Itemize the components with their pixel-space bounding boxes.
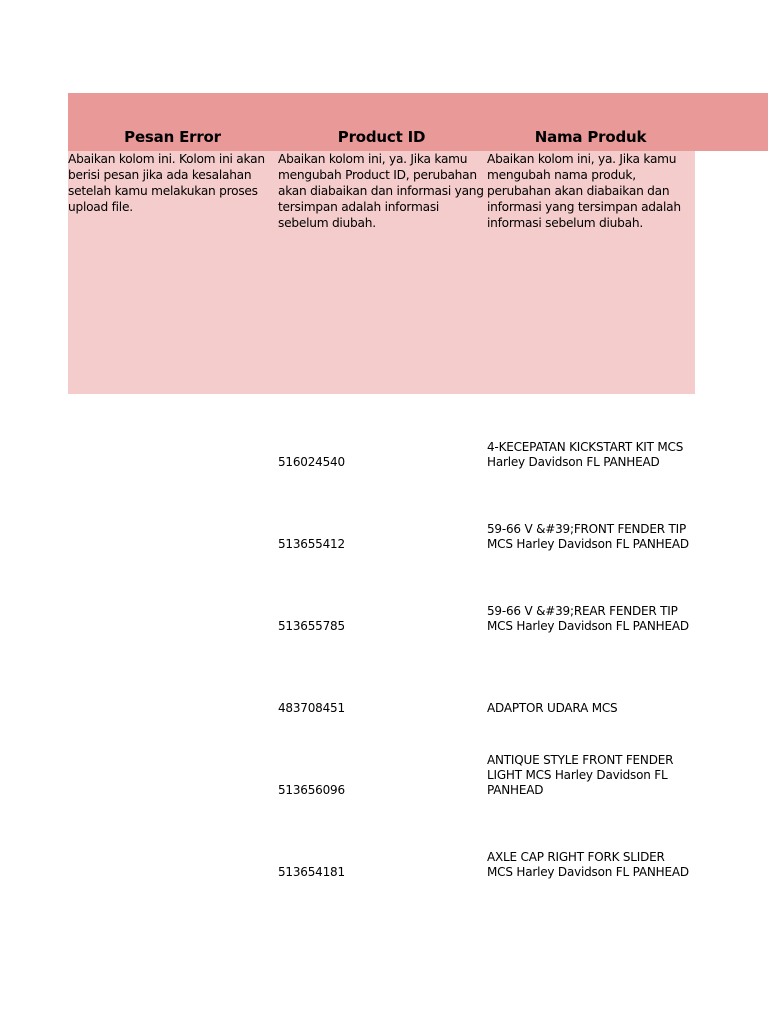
header-nama-produk[interactable]: Nama Produk bbox=[534, 128, 647, 146]
cell-nama-produk[interactable]: AXLE CAP RIGHT FORK SLIDER MCS Harley Davidson FL PANHEAD bbox=[487, 850, 689, 879]
table-row bbox=[68, 476, 695, 558]
description-nama-produk[interactable]: Abaikan kolom ini, ya. Jika kamu mengubah nama produk, perubahan akan diabaikan dan informasi yang tersimpan adalah informasi sebelum diubah. bbox=[487, 152, 681, 230]
cell-product-id[interactable]: 516024540 bbox=[278, 455, 345, 469]
cell-nama-produk[interactable]: 59-66 V &#39;FRONT FENDER TIP MCS Harley Davidson FL PANHEAD bbox=[487, 522, 689, 551]
table-row bbox=[68, 640, 695, 722]
cell-nama-produk[interactable]: ANTIQUE STYLE FRONT FENDER LIGHT MCS Harley Davidson FL PANHEAD bbox=[487, 753, 674, 797]
table-row bbox=[68, 804, 695, 886]
description-pesan-error[interactable]: Abaikan kolom ini. Kolom ini akan berisi pesan jika ada kesalahan setelah kamu melakukan proses upload file. bbox=[68, 152, 265, 214]
cell-product-id[interactable]: 513654181 bbox=[278, 865, 345, 879]
cell-nama-produk[interactable]: 59-66 V &#39;REAR FENDER TIP MCS Harley Davidson FL PANHEAD bbox=[487, 604, 689, 633]
cell-nama-produk[interactable]: 4-KECEPATAN KICKSTART KIT MCS Harley Davidson FL PANHEAD bbox=[487, 440, 684, 469]
table-row bbox=[68, 558, 695, 640]
cell-product-id[interactable]: 513655785 bbox=[278, 619, 345, 633]
cell-product-id[interactable]: 513656096 bbox=[278, 783, 345, 797]
header-pesan-error[interactable]: Pesan Error bbox=[124, 128, 221, 146]
cell-product-id[interactable]: 513655412 bbox=[278, 537, 345, 551]
header-product-id[interactable]: Product ID bbox=[337, 128, 426, 146]
cell-nama-produk[interactable]: ADAPTOR UDARA MCS bbox=[487, 701, 618, 715]
table-row bbox=[68, 722, 695, 804]
table-row bbox=[68, 394, 695, 476]
cell-product-id[interactable]: 483708451 bbox=[278, 701, 345, 715]
description-product-id[interactable]: Abaikan kolom ini, ya. Jika kamu mengubah Product ID, perubahan akan diabaikan dan informasi yang tersimpan adalah informasi sebelum diubah. bbox=[278, 152, 484, 230]
